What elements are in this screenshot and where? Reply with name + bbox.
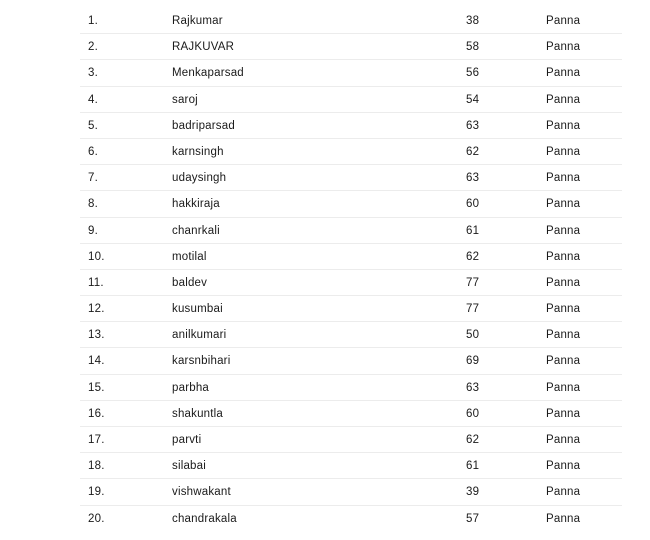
row-number: 14. xyxy=(88,355,105,368)
row-name: parvti xyxy=(172,434,202,446)
row-place: Panna xyxy=(546,276,581,289)
row-age: 63 xyxy=(466,119,480,132)
row-age: 57 xyxy=(466,512,480,525)
row-age: 38 xyxy=(466,15,480,27)
row-age: 54 xyxy=(466,93,480,106)
row-name: silabai xyxy=(172,460,207,473)
row-name: anilkumari xyxy=(172,329,227,342)
row-number: 9. xyxy=(88,224,98,237)
row-age: 63 xyxy=(466,381,480,394)
row-age: 50 xyxy=(466,329,480,342)
row-age: 69 xyxy=(466,355,480,368)
table-row xyxy=(80,244,622,270)
table-row xyxy=(80,401,622,427)
row-name: chandrakala xyxy=(172,512,237,525)
row-place: Panna xyxy=(546,486,581,499)
row-name: saroj xyxy=(172,93,198,106)
row-place: Panna xyxy=(546,119,581,132)
row-number: 17. xyxy=(88,434,105,446)
row-age: 58 xyxy=(466,41,480,54)
row-age: 77 xyxy=(466,303,480,316)
row-name: hakkiraja xyxy=(172,198,220,211)
row-age: 60 xyxy=(466,407,480,420)
row-age: 56 xyxy=(466,67,480,80)
table-row xyxy=(80,348,622,374)
row-number: 8. xyxy=(88,198,98,211)
row-name: Rajkumar xyxy=(172,15,223,27)
row-name: badriparsad xyxy=(172,119,235,132)
row-place: Panna xyxy=(546,329,581,342)
patient-list-table xyxy=(80,8,622,532)
row-place: Panna xyxy=(546,93,581,106)
table-row xyxy=(80,87,622,113)
row-name: motilal xyxy=(172,250,207,263)
row-place: Panna xyxy=(546,172,581,185)
row-number: 2. xyxy=(88,41,98,54)
row-name: karsnbihari xyxy=(172,355,231,368)
row-place: Panna xyxy=(546,41,581,54)
table-row xyxy=(80,8,622,34)
row-place: Panna xyxy=(546,355,581,368)
table-row xyxy=(80,191,622,217)
row-number: 19. xyxy=(88,486,105,499)
row-name: kusumbai xyxy=(172,303,223,316)
table-row xyxy=(80,506,622,532)
row-place: Panna xyxy=(546,303,581,316)
table-row xyxy=(80,427,622,453)
row-name: udaysingh xyxy=(172,172,227,185)
row-place: Panna xyxy=(546,250,581,263)
row-place: Panna xyxy=(546,512,581,525)
row-name: karnsingh xyxy=(172,145,224,158)
row-name: chanrkali xyxy=(172,224,220,237)
row-place: Panna xyxy=(546,145,581,158)
row-number: 4. xyxy=(88,93,98,106)
row-age: 61 xyxy=(466,460,480,473)
table-row xyxy=(80,165,622,191)
row-age: 39 xyxy=(466,486,480,499)
row-name: shakuntla xyxy=(172,407,224,420)
row-number: 1. xyxy=(88,15,98,27)
row-place: Panna xyxy=(546,67,581,80)
table-row xyxy=(80,375,622,401)
row-place: Panna xyxy=(546,434,581,446)
row-place: Panna xyxy=(546,198,581,211)
row-place: Panna xyxy=(546,15,581,27)
row-place: Panna xyxy=(546,407,581,420)
row-age: 61 xyxy=(466,224,480,237)
row-age: 63 xyxy=(466,172,480,185)
row-number: 20. xyxy=(88,512,105,525)
row-number: 5. xyxy=(88,119,98,132)
row-place: Panna xyxy=(546,460,581,473)
row-name: parbha xyxy=(172,381,210,394)
row-place: Panna xyxy=(546,381,581,394)
row-number: 6. xyxy=(88,145,98,158)
row-name: Menkaparsad xyxy=(172,67,244,80)
table-row xyxy=(80,139,622,165)
table-row xyxy=(80,270,622,296)
table-row xyxy=(80,479,622,505)
table-row xyxy=(80,60,622,86)
row-name: baldev xyxy=(172,276,208,289)
row-name: vishwakant xyxy=(172,486,231,499)
row-age: 62 xyxy=(466,145,480,158)
row-age: 62 xyxy=(466,434,480,446)
row-age: 77 xyxy=(466,276,480,289)
row-number: 18. xyxy=(88,460,105,473)
table-row xyxy=(80,296,622,322)
row-number: 12. xyxy=(88,303,105,316)
row-number: 15. xyxy=(88,381,105,394)
table-row xyxy=(80,113,622,139)
table-row xyxy=(80,453,622,479)
row-number: 10. xyxy=(88,250,105,263)
row-name: RAJKUVAR xyxy=(172,41,235,54)
row-number: 7. xyxy=(88,172,98,185)
row-place: Panna xyxy=(546,224,581,237)
row-number: 11. xyxy=(88,276,104,289)
row-number: 3. xyxy=(88,67,98,80)
table-row xyxy=(80,34,622,60)
row-age: 60 xyxy=(466,198,480,211)
table-row xyxy=(80,322,622,348)
row-age: 62 xyxy=(466,250,480,263)
table-row xyxy=(80,218,622,244)
row-number: 16. xyxy=(88,407,105,420)
row-number: 13. xyxy=(88,329,105,342)
